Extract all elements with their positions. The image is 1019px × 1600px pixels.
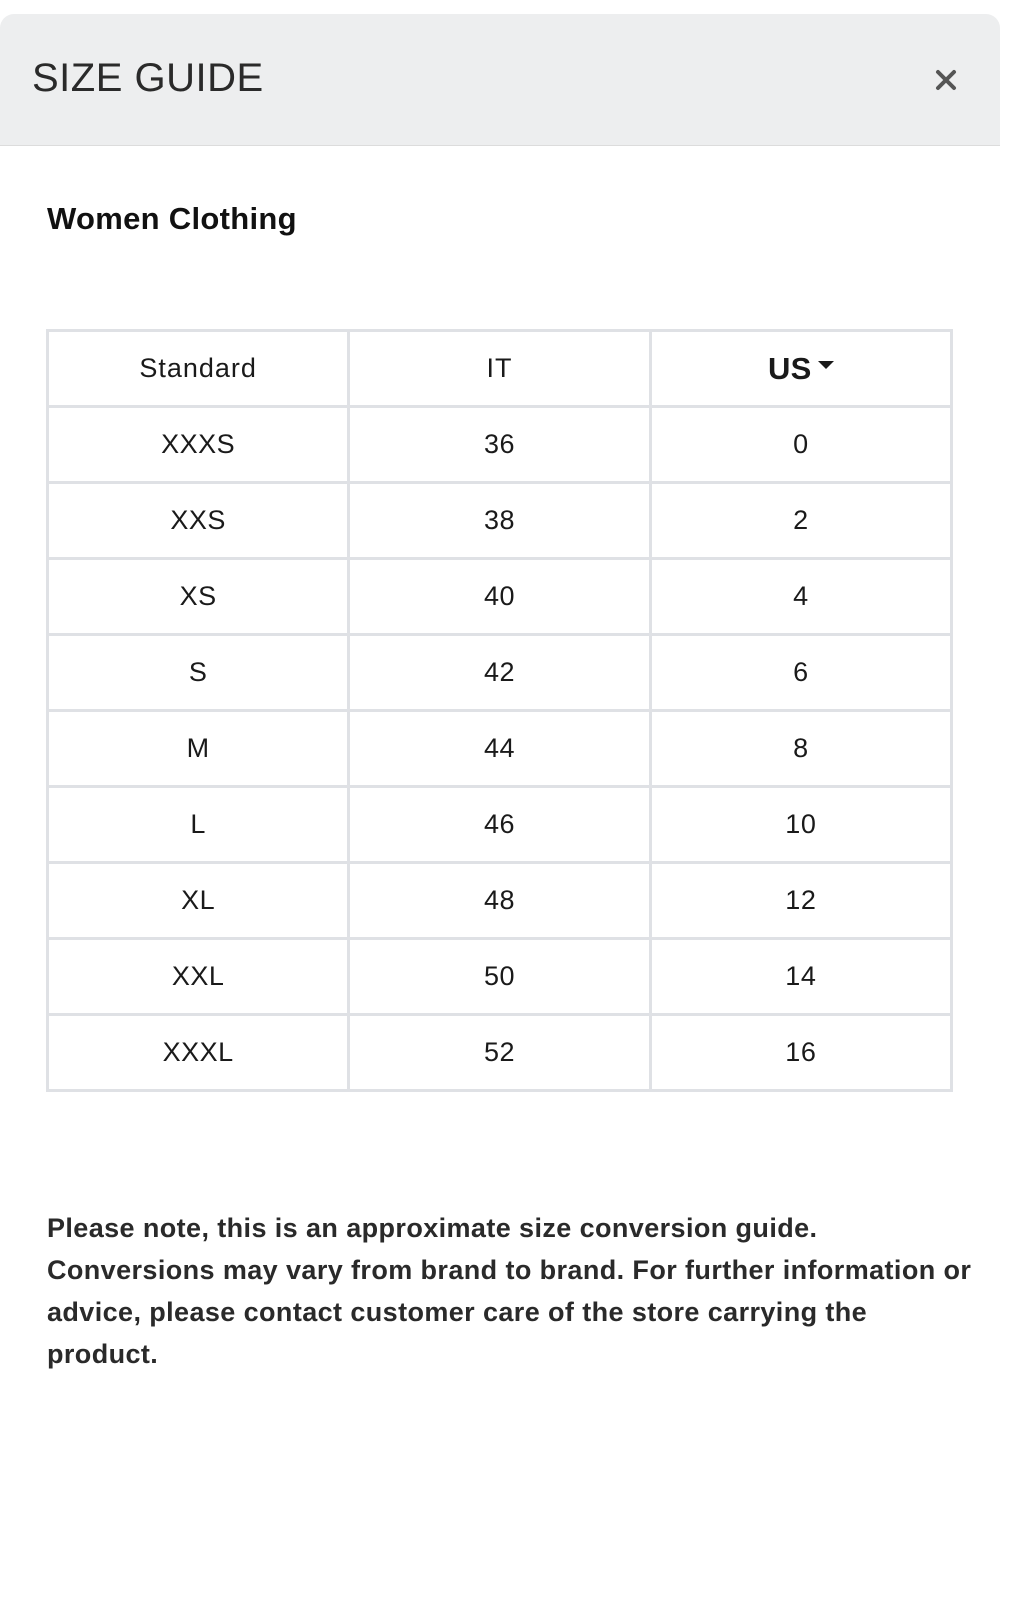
- conversion-note: Please note, this is an approximate size conversion guide. Conversions may vary from brand to brand. For further information or advice, please contact customer care of the store carrying the product.: [47, 1213, 972, 1369]
- section-title: Women Clothing: [47, 201, 297, 236]
- cell-standard: L: [48, 787, 349, 863]
- cell-it: 36: [349, 407, 650, 483]
- header-us[interactable]: [650, 331, 951, 407]
- cell-standard: S: [48, 635, 349, 711]
- cell-us: 6: [650, 635, 951, 711]
- table-row: [48, 711, 952, 787]
- cell-standard: XL: [48, 863, 349, 939]
- modal-header: [0, 14, 1000, 146]
- cell-standard: XXXS: [48, 407, 349, 483]
- cell-us: 10: [650, 787, 951, 863]
- cell-it: 46: [349, 787, 650, 863]
- table-row: [48, 939, 952, 1015]
- cell-it: 40: [349, 559, 650, 635]
- table-row: [48, 559, 952, 635]
- cell-us: 8: [650, 711, 951, 787]
- table-row: [48, 787, 952, 863]
- cell-us: 4: [650, 559, 951, 635]
- caret-down-icon: [818, 361, 834, 369]
- table-body: [48, 407, 952, 1091]
- cell-standard: M: [48, 711, 349, 787]
- header-it: IT: [349, 331, 650, 407]
- cell-it: 44: [349, 711, 650, 787]
- cell-it: 48: [349, 863, 650, 939]
- cell-standard: XXS: [48, 483, 349, 559]
- cell-it: 50: [349, 939, 650, 1015]
- close-button[interactable]: [924, 58, 968, 102]
- header-standard: Standard: [48, 331, 349, 407]
- us-unit-dropdown[interactable]: [768, 351, 834, 387]
- cell-us: 12: [650, 863, 951, 939]
- table-row: [48, 863, 952, 939]
- cell-us: 14: [650, 939, 951, 1015]
- cell-it: 42: [349, 635, 650, 711]
- table-row: [48, 1015, 952, 1091]
- cell-standard: XS: [48, 559, 349, 635]
- cell-standard: XXXL: [48, 1015, 349, 1091]
- cell-us: 16: [650, 1015, 951, 1091]
- us-unit-label: US: [767, 350, 812, 386]
- close-icon: [924, 58, 968, 102]
- table-row: [48, 407, 952, 483]
- cell-us: 0: [650, 407, 951, 483]
- cell-standard: XXL: [48, 939, 349, 1015]
- table-row: [48, 483, 952, 559]
- table-header-row: [48, 331, 952, 407]
- cell-us: 2: [650, 483, 951, 559]
- size-table: [46, 329, 953, 1092]
- cell-it: 38: [349, 483, 650, 559]
- table-row: [48, 635, 952, 711]
- cell-it: 52: [349, 1015, 650, 1091]
- modal-title: SIZE GUIDE: [32, 56, 264, 100]
